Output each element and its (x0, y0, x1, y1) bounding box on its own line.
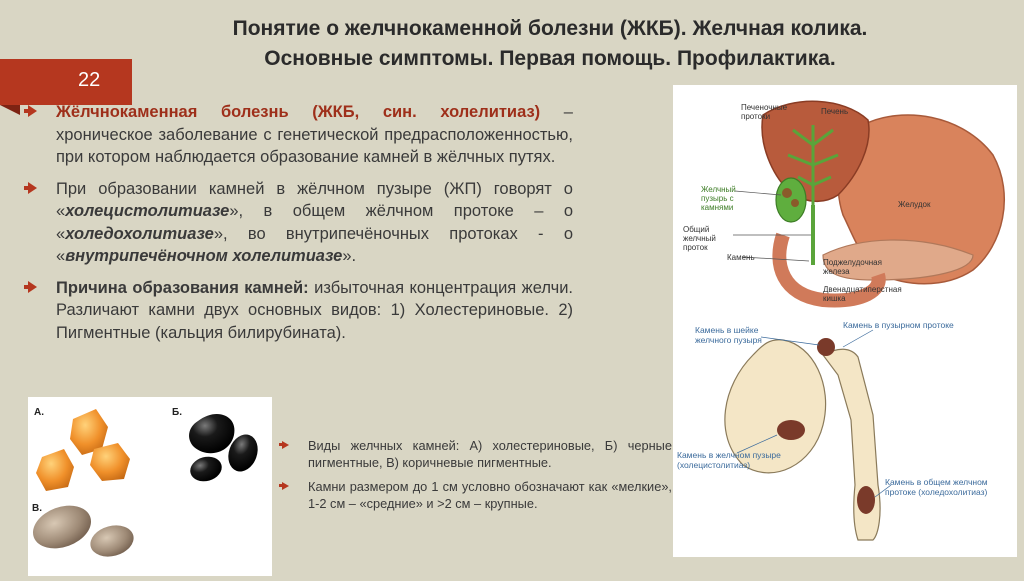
title-line-1: Понятие о желчнокаменной болезни (ЖКБ). Желчная колика. (232, 17, 868, 40)
term-choledocholithiasis: холедохолитиазе (65, 224, 214, 243)
note-sizes (282, 478, 672, 512)
label-gallbladder-stones: Желчный пузырь с камнями (701, 185, 736, 212)
label-stomach: Желудок (898, 200, 931, 209)
stones-label-c: В. (32, 503, 42, 514)
label-gallbladder-stone: Камень в желчном пузыре (холецистолитиаз) (677, 450, 781, 470)
note-types (282, 437, 672, 471)
cholesterol-stone (90, 443, 130, 481)
note-sizes-text: Камни размером до 1 см условно обозначают как «мелкие», 1-2 см – «средние» и >2 см – крупные. (308, 479, 672, 511)
cause-term: Причина образования камней: (56, 278, 309, 297)
slide-number-box (0, 59, 132, 105)
paragraph-definition (28, 101, 573, 169)
bullet-arrow-icon (28, 281, 37, 293)
brown-pigment-stone (87, 521, 137, 561)
gallbladder-stone-shape (777, 420, 805, 440)
label-cbd-stone: Камень в общем желчном протоке (холедохолитиаз) (885, 477, 988, 497)
stones-label-b: Б. (172, 407, 182, 418)
slide-title (110, 14, 990, 74)
label-stone: Камень (727, 253, 755, 262)
label-duodenum: Двенадцатиперстная кишка (823, 285, 902, 303)
label-liver: Печень (821, 107, 849, 116)
paragraph-cause (28, 277, 573, 345)
leader-line (843, 330, 873, 347)
label-common-bile-duct: Общий желчный проток (683, 225, 716, 252)
bullet-arrow-icon (282, 441, 289, 449)
definition-text: – хроническое заболевание с генетической предрасположенностью, при котором наблюдается образование камней в жёлчных путях. (56, 103, 573, 166)
cholesterol-stone (36, 449, 74, 491)
gallstone-shape (782, 188, 792, 198)
bullet-arrow-icon (28, 105, 37, 117)
label-neck-stone: Камень в шейке желчного пузыря (695, 325, 762, 345)
bullet-arrow-icon (282, 482, 289, 490)
slide-number-tail (0, 105, 20, 115)
label-pancreas: Поджелудочная железа (823, 258, 882, 276)
term-intrahepatic: внутрипечёночном холелитиазе (65, 247, 343, 265)
main-text (28, 101, 573, 353)
term-cholecystolithiasis: холецистолитиазе (65, 202, 230, 220)
bullet-arrow-icon (28, 182, 37, 194)
title-line-2: Основные симптомы. Первая помощь. Профилактика. (264, 47, 836, 70)
types-text-1: При образовании камней в жёлчном пузыре (ЖП) говорят о « (56, 179, 573, 220)
cause-text: избыточная концентрация желчи. Различают камни двух основных видов: 1) Холестериновые. 2) Пигментные (кальция билирубината). (56, 278, 573, 342)
stones-label-a: А. (34, 407, 44, 418)
types-text-2: », в общем жёлчном протоке – о « (56, 202, 573, 243)
types-text-4: ». (342, 247, 357, 265)
label-cystic-duct-stone: Камень в пузырном протоке (843, 320, 954, 330)
notes-text (282, 437, 672, 519)
neck-stone-shape (817, 338, 835, 356)
black-pigment-stone (187, 453, 224, 484)
stones-illustration (28, 397, 272, 576)
anatomy-illustration (673, 85, 1017, 557)
bile-duct-diagram (823, 349, 880, 540)
definition-term: Жёлчнокаменная болезнь (ЖКБ, син. холелитиаз) (56, 103, 541, 121)
slide-number: 22 (78, 69, 101, 91)
gallstone-shape (791, 199, 799, 207)
gallbladder-shape (776, 178, 806, 222)
note-types-text: Виды желчных камней: А) холестериновые, Б) черные пигментные, В) коричневые пигментные. (308, 438, 672, 470)
black-pigment-stone (189, 414, 234, 453)
gallstones-photo (28, 397, 272, 576)
label-hepatic-ducts: Печеночные протоки (741, 103, 788, 121)
cbd-stone-shape (857, 486, 875, 514)
paragraph-types (28, 178, 573, 268)
types-text-3: », во внутрипечёночных протоках - о « (56, 224, 573, 265)
